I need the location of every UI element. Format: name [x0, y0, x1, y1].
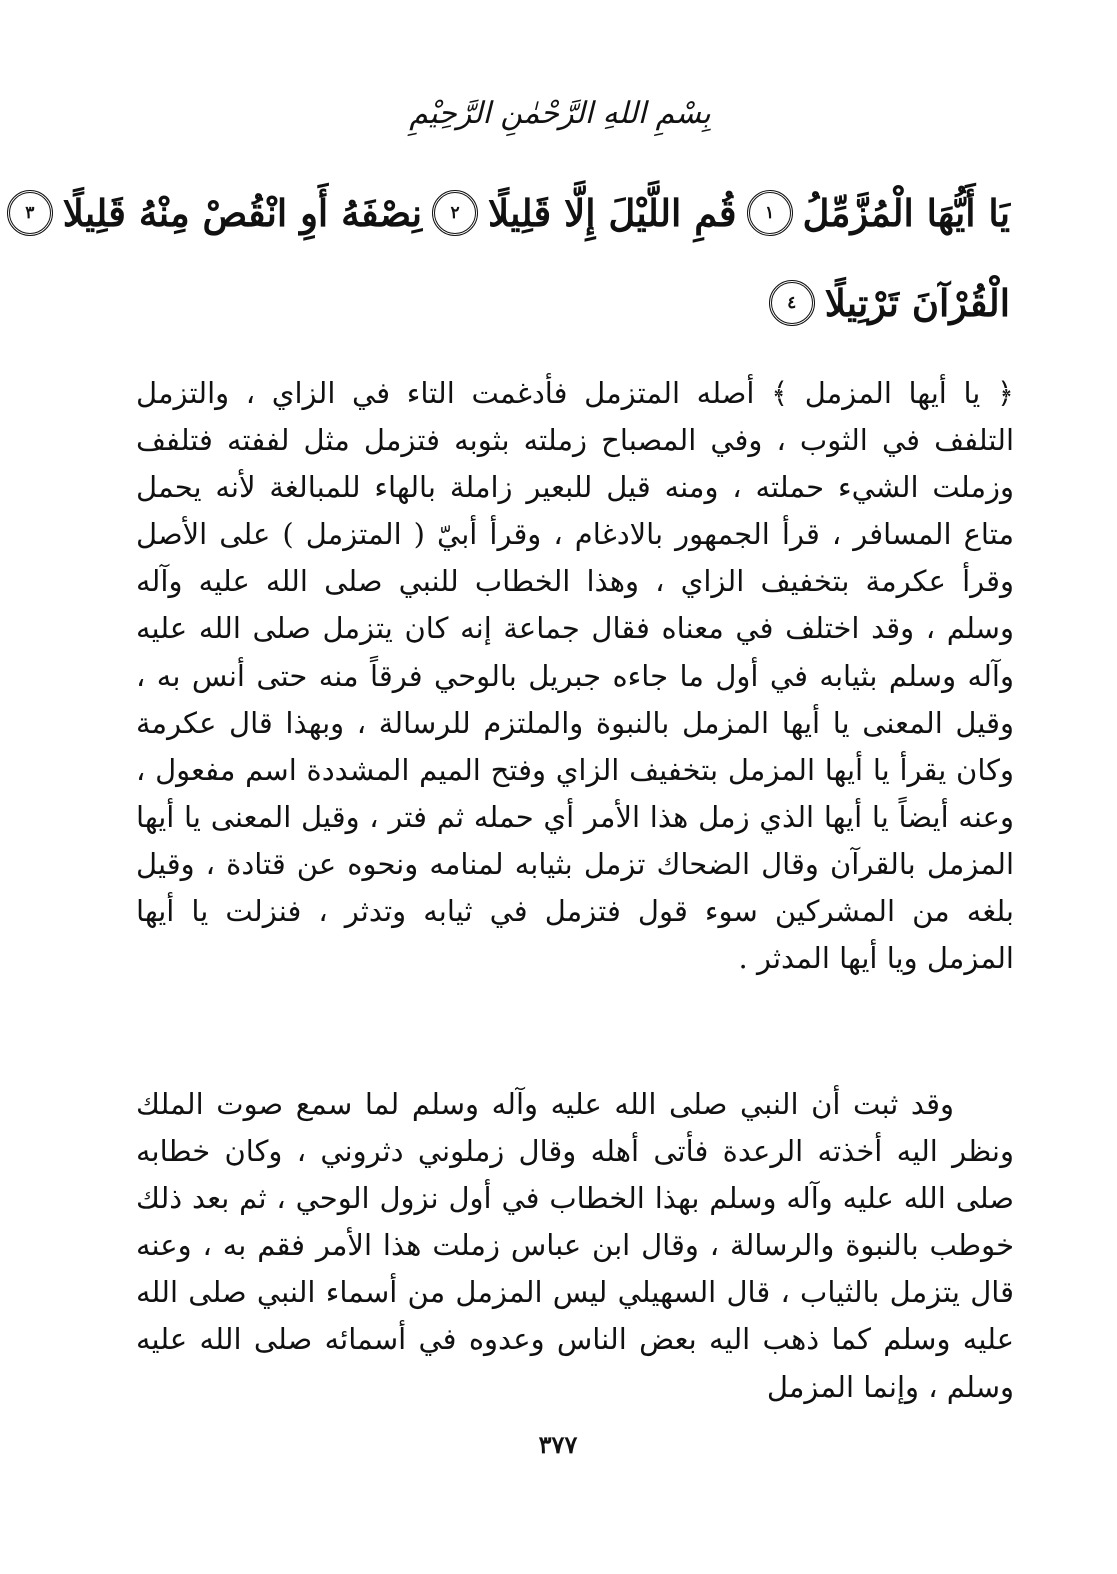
verse-2-text: قُمِ اللَّيْلَ إِلَّا قَلِيلًا [488, 191, 737, 235]
verse-line-1 [25, 168, 1010, 258]
commentary-paragraph-1: ﴿ يا أيها المزمل ﴾ أصله المتزمل فأدغمت التاء في الزاي ، والتزمل التلفف في الثوب ، وفي المصباح زملته بثوبه فتزمل مثل لففته فتلفف وزملت الشيء حملته ، ومنه قيل للبعير زاملة بالهاء للمبالغة لأنه يحمل متاع المسافر ، قرأ الجمهور بالادغام ، وقرأ أبيّ ( المتزمل ) على الأصل وقرأ عكرمة بتخفيف الزاي ، وهذا الخطاب للنبي صلى الله عليه وآله وسلم ، وقد اختلف في معناه فقال جماعة إنه كان يتزمل صلى الله عليه وآله وسلم بثيابه في أول ما جاءه جبريل بالوحي فرقاً منه حتى أنس به ، وقيل المعنى يا أيها المزمل بالنبوة والملتزم للرسالة ، وبهذا قال عكرمة وكان يقرأ يا أيها المزمل بتخفيف الزاي وفتح الميم المشددة اسم مفعول ، وعنه أيضاً يا أيها الذي زمل هذا الأمر أي حمله ثم فتر ، وقيل المعنى يا أيها المزمل بالقرآن وقال الضحاك تزمل بثيابه لمنامه ونحوه عن قتادة ، وقيل بلغه من المشركين سوء قول فتزمل في ثيابه وتدثر ، فنزلت يا أيها المزمل ويا أيها المدثر . [136, 376, 1014, 976]
ayah-number-marker-3: ٣ [7, 190, 53, 236]
verse-line-2 [120, 258, 1010, 348]
commentary-paragraph-2 [136, 1081, 1014, 1411]
verse-3-text: نِصْفَهُ أَوِ انْقُصْ مِنْهُ قَلِيلًا [62, 191, 423, 235]
verse-1-text: يَا أَيُّهَا الْمُزَّمِّلُ [802, 191, 1010, 235]
quran-verses [25, 168, 1010, 348]
basmala-heading: بِسْمِ اللهِ الرَّحْمٰنِ الرَّحِيْمِ [409, 96, 711, 131]
ayah-number-marker-2: ٢ [432, 190, 478, 236]
commentary-paragraph-2-text: وقد ثبت أن النبي صلى الله عليه وآله وسلم لما سمع صوت الملك ونظر اليه أخذته الرعدة فأتى أهله وقال زملوني دثروني ، وكان خطابه صلى الله عليه وآله وسلم بهذا الخطاب في أول نزول الوحي ، ثم بعد ذلك خوطب بالنبوة والرسالة ، وقال ابن عباس زملت هذا الأمر فقم به ، وعنه قال يتزمل بالثياب ، قال السهيلي ليس المزمل من أسماء النبي صلى الله عليه وسلم كما ذهب اليه بعض الناس وعدوه في أسمائه صلى الله عليه وسلم ، وإنما المزمل [136, 1087, 1015, 1404]
ayah-number-marker-1: ١ [747, 190, 793, 236]
ayah-number-marker-4: ٤ [769, 280, 815, 326]
verse-4-text-end: الْقُرْآنَ تَرْتِيلًا [824, 281, 1010, 325]
page-number: ٣٧٧ [538, 1430, 578, 1459]
